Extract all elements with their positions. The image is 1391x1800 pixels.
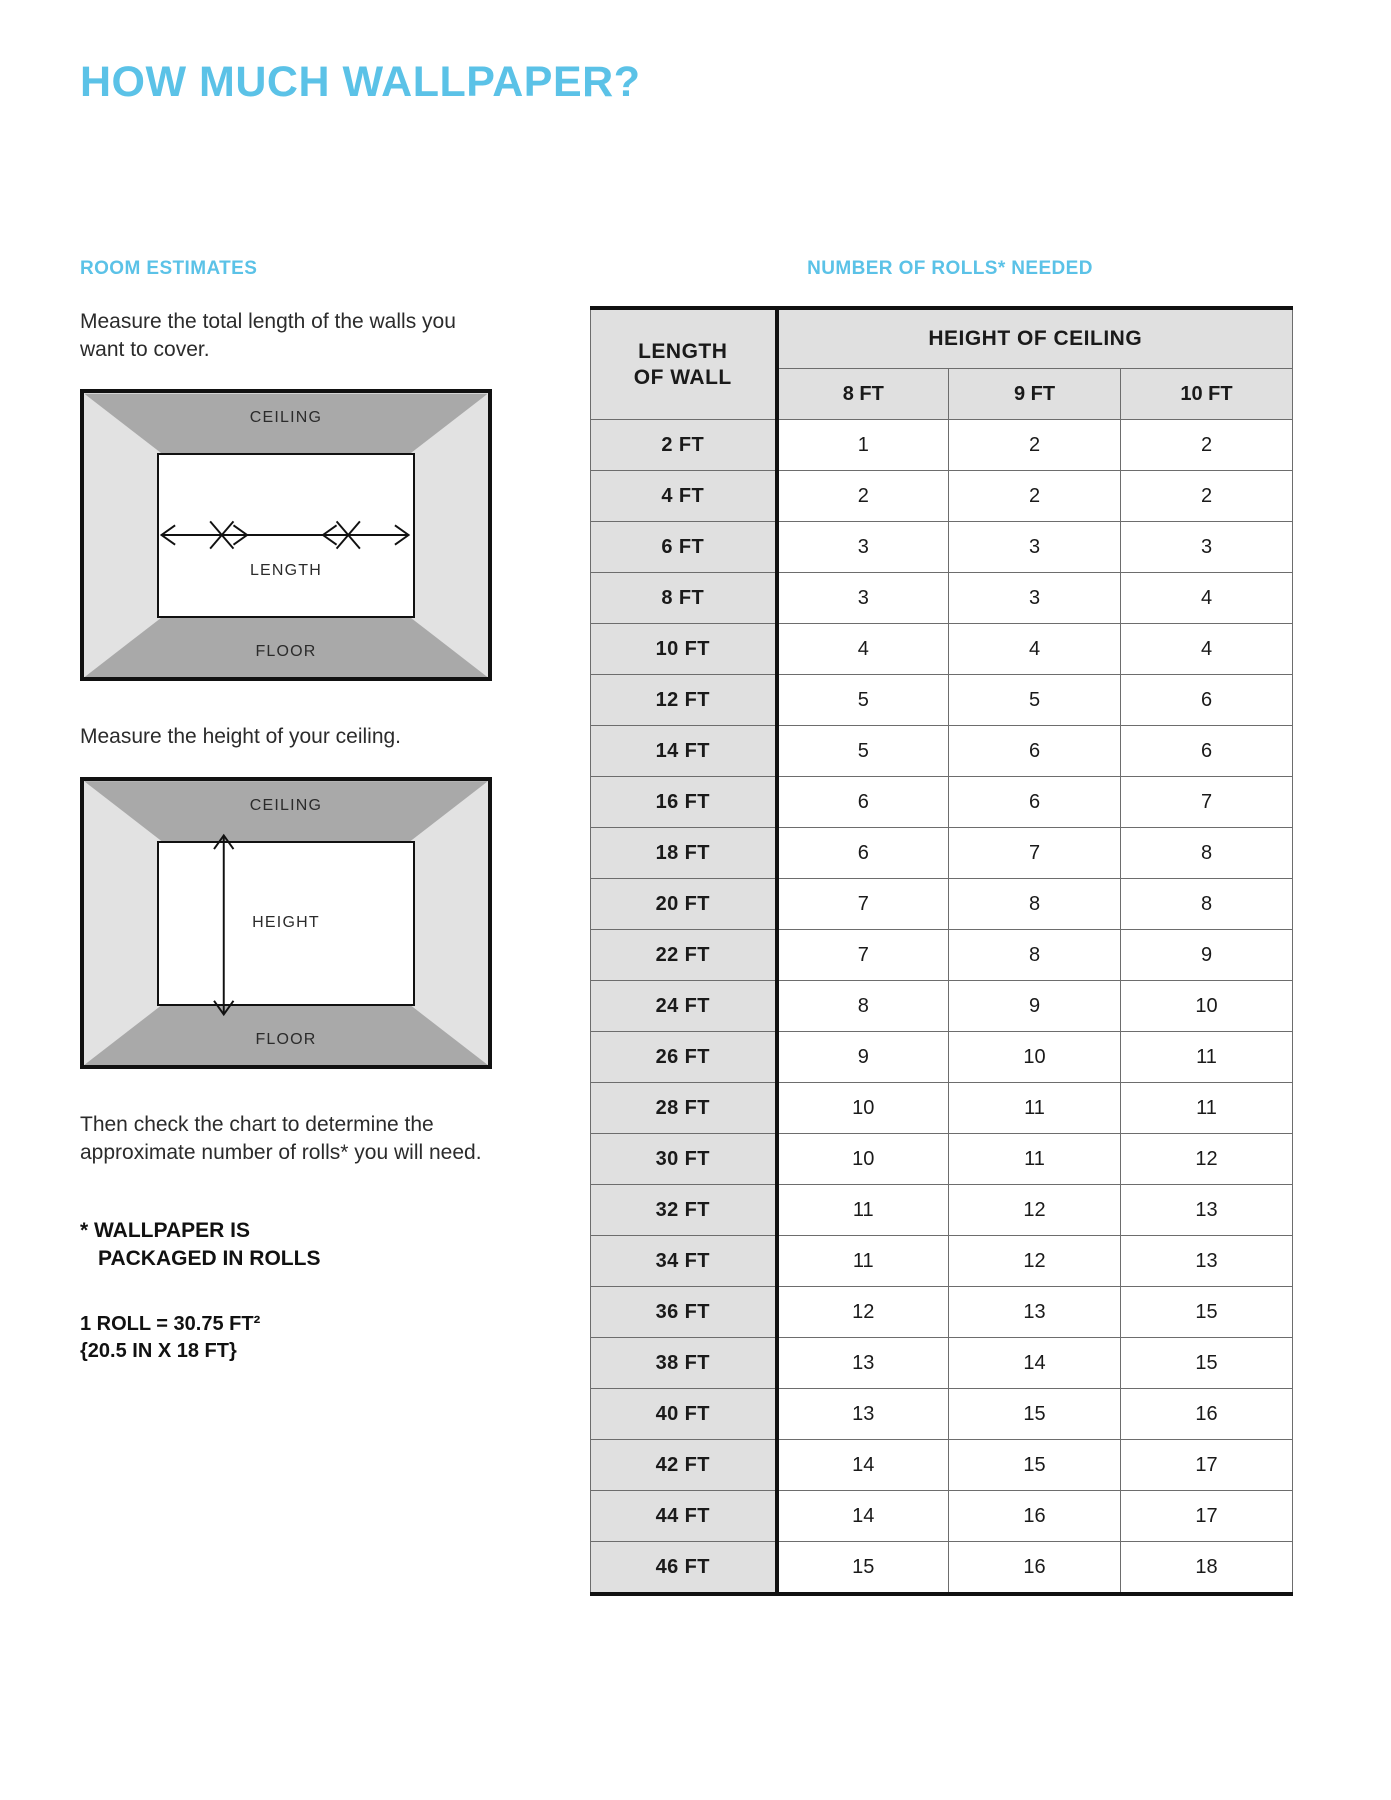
cell-8ft: 13 [777,1338,949,1389]
table-row [591,1236,1293,1287]
table-body [591,420,1293,1595]
footnote-line-2: PACKAGED IN ROLLS [98,1246,321,1270]
table-row [591,1032,1293,1083]
cell-8ft: 3 [777,522,949,573]
cell-8ft: 3 [777,573,949,624]
cell-8ft: 2 [777,471,949,522]
table-row [591,1287,1293,1338]
room-estimates-heading: ROOM ESTIMATES [80,258,258,279]
room-estimates-column [80,258,500,1365]
cell-10ft: 8 [1121,828,1293,879]
cell-10ft: 11 [1121,1083,1293,1134]
cell-8ft: 7 [777,930,949,981]
cell-10ft: 7 [1121,777,1293,828]
row-header: 26 FT [591,1032,777,1083]
table-row [591,675,1293,726]
row-header: 30 FT [591,1134,777,1185]
cell-10ft: 13 [1121,1185,1293,1236]
cell-8ft: 8 [777,981,949,1032]
cell-8ft: 6 [777,777,949,828]
table-row [591,930,1293,981]
row-header: 42 FT [591,1440,777,1491]
cell-9ft: 8 [949,879,1121,930]
cell-9ft: 11 [949,1083,1121,1134]
row-header: 40 FT [591,1389,777,1440]
cell-9ft: 14 [949,1338,1121,1389]
roll-area-text: 1 ROLL = 30.75 FT² [80,1313,261,1336]
cell-10ft: 12 [1121,1134,1293,1185]
row-header: 28 FT [591,1083,777,1134]
cell-8ft: 15 [777,1542,949,1595]
cell-10ft: 2 [1121,471,1293,522]
cell-10ft: 8 [1121,879,1293,930]
table-row [591,726,1293,777]
cell-9ft: 2 [949,420,1121,471]
cell-8ft: 5 [777,726,949,777]
table-row [591,522,1293,573]
cell-10ft: 17 [1121,1440,1293,1491]
table-row [591,828,1293,879]
cell-10ft: 6 [1121,726,1293,777]
cell-9ft: 4 [949,624,1121,675]
cell-8ft: 5 [777,675,949,726]
cell-9ft: 3 [949,522,1121,573]
cell-10ft: 3 [1121,522,1293,573]
row-header: 36 FT [591,1287,777,1338]
ceiling-label: CEILING [249,409,323,427]
cell-9ft: 10 [949,1032,1121,1083]
cell-10ft: 10 [1121,981,1293,1032]
roll-dimensions-text: {20.5 IN X 18 FT} [80,1340,237,1363]
row-header: 18 FT [591,828,777,879]
table-row [591,420,1293,471]
table-row [591,981,1293,1032]
table-header [591,308,1293,420]
cell-9ft: 5 [949,675,1121,726]
cell-9ft: 6 [949,777,1121,828]
rolls-table-heading: NUMBER OF ROLLS* NEEDED [807,258,1093,279]
table-row [591,1083,1293,1134]
cell-8ft: 14 [777,1491,949,1542]
corner-line-1: LENGTH [638,339,728,363]
cell-9ft: 13 [949,1287,1121,1338]
ceiling-label: CEILING [249,797,323,815]
cell-8ft: 4 [777,624,949,675]
length-measure-arrows [84,393,488,677]
cell-9ft: 3 [949,573,1121,624]
floor-label: FLOOR [255,1031,317,1049]
row-header: 32 FT [591,1185,777,1236]
row-header: 20 FT [591,879,777,930]
cell-9ft: 7 [949,828,1121,879]
row-header: 12 FT [591,675,777,726]
cell-10ft: 17 [1121,1491,1293,1542]
cell-8ft: 10 [777,1083,949,1134]
row-header: 10 FT [591,624,777,675]
table-row [591,1389,1293,1440]
cell-9ft: 11 [949,1134,1121,1185]
height-label: HEIGHT [252,914,320,932]
row-header: 14 FT [591,726,777,777]
column-header-8ft: 8 FT [777,369,949,420]
row-header: 24 FT [591,981,777,1032]
footnote-line-1: * WALLPAPER IS [80,1218,250,1242]
table-row [591,1542,1293,1595]
cell-9ft: 15 [949,1440,1121,1491]
cell-8ft: 6 [777,828,949,879]
cell-10ft: 13 [1121,1236,1293,1287]
cell-9ft: 16 [949,1542,1121,1595]
row-header: 46 FT [591,1542,777,1595]
cell-9ft: 2 [949,471,1121,522]
cell-10ft: 15 [1121,1287,1293,1338]
cell-9ft: 16 [949,1491,1121,1542]
table-row [591,1491,1293,1542]
row-header: 34 FT [591,1236,777,1287]
table-row [591,471,1293,522]
table-row [591,573,1293,624]
cell-9ft: 9 [949,981,1121,1032]
step-1-text: Measure the total length of the walls you want to cover. [80,310,456,361]
table-row [591,879,1293,930]
floor-label: FLOOR [255,643,317,661]
cell-8ft: 11 [777,1185,949,1236]
roll-size-block [80,1311,500,1365]
step-3-text: Then check the chart to determine the approximate number of rolls* you will need. [80,1113,482,1164]
room-diagram-length [80,389,492,681]
corner-header [591,308,777,420]
table-row [591,624,1293,675]
room-diagram-height [80,777,492,1069]
cell-10ft: 18 [1121,1542,1293,1595]
cell-10ft: 16 [1121,1389,1293,1440]
corner-line-2: OF WALL [633,365,732,389]
length-label: LENGTH [249,562,323,580]
table-row [591,1338,1293,1389]
cell-8ft: 12 [777,1287,949,1338]
cell-8ft: 9 [777,1032,949,1083]
row-header: 6 FT [591,522,777,573]
cell-8ft: 10 [777,1134,949,1185]
table-row [591,777,1293,828]
group-header-height-of-ceiling: HEIGHT OF CEILING [777,308,1293,369]
cell-10ft: 9 [1121,930,1293,981]
row-header: 4 FT [591,471,777,522]
rolls-table-column [590,258,1310,1596]
row-header: 22 FT [591,930,777,981]
table-row [591,1185,1293,1236]
footnote-block [80,1217,500,1274]
row-header: 2 FT [591,420,777,471]
cell-10ft: 4 [1121,624,1293,675]
cell-10ft: 6 [1121,675,1293,726]
cell-8ft: 1 [777,420,949,471]
cell-9ft: 8 [949,930,1121,981]
cell-10ft: 4 [1121,573,1293,624]
table-row [591,1134,1293,1185]
column-header-10ft: 10 FT [1121,369,1293,420]
cell-9ft: 15 [949,1389,1121,1440]
cell-9ft: 6 [949,726,1121,777]
cell-8ft: 11 [777,1236,949,1287]
row-header: 44 FT [591,1491,777,1542]
cell-8ft: 13 [777,1389,949,1440]
cell-10ft: 11 [1121,1032,1293,1083]
row-header: 8 FT [591,573,777,624]
table-row [591,1440,1293,1491]
row-header: 16 FT [591,777,777,828]
page-title: HOW MUCH WALLPAPER? [80,58,641,106]
step-2-text: Measure the height of your ceiling. [80,725,402,749]
cell-9ft: 12 [949,1185,1121,1236]
column-header-9ft: 9 FT [949,369,1121,420]
row-header: 38 FT [591,1338,777,1389]
cell-10ft: 2 [1121,420,1293,471]
cell-8ft: 14 [777,1440,949,1491]
cell-9ft: 12 [949,1236,1121,1287]
cell-10ft: 15 [1121,1338,1293,1389]
cell-8ft: 7 [777,879,949,930]
rolls-needed-table [590,306,1293,1596]
